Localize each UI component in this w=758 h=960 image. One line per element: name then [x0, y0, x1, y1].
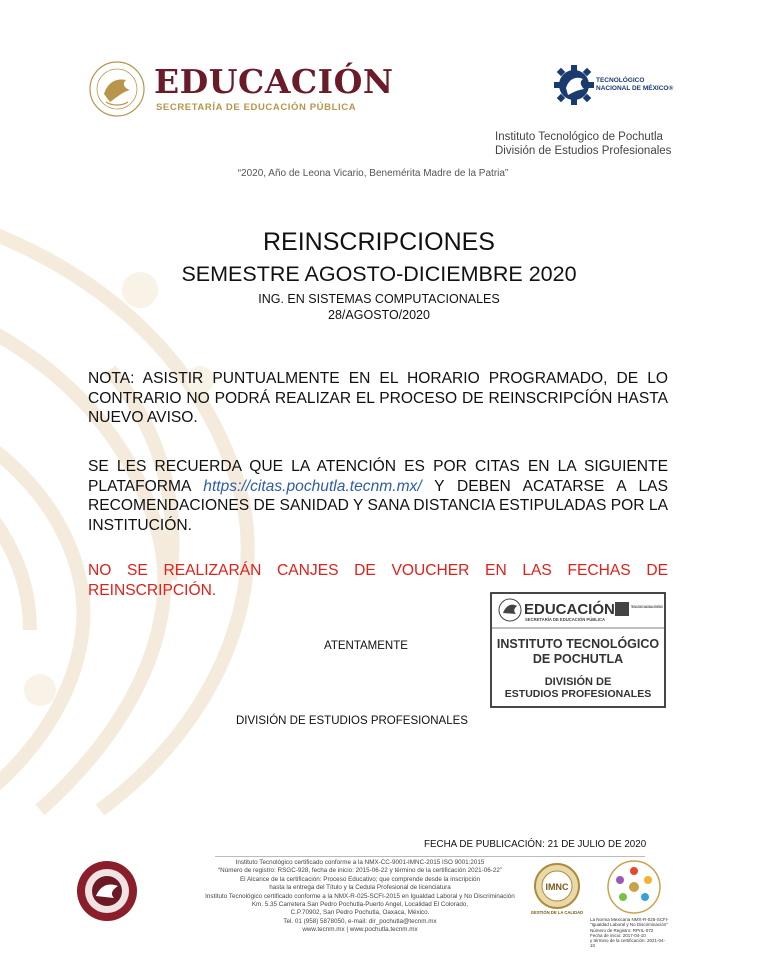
footer-line: Instituto Tecnológico certificado conforme a la NMX-CC-9001-IMNC-2015 ISO 9001:2015 — [235, 859, 485, 866]
sep-subtitle: SECRETARÍA DE EDUCACIÓN PÚBLICA — [156, 102, 357, 113]
footer-line: Instituto Tecnológico certificado conforme a la NMX-R-025-SCFI-2015 en Igualdad Laboral y No Discriminación — [205, 892, 515, 900]
stamp-line-2: DE POCHUTLA — [532, 652, 624, 666]
tecnm-gear-logo-icon — [553, 64, 595, 106]
cert-line: La Norma Mexicana NMX-R-025-SCFI- — [590, 917, 669, 922]
stamp-line-1: INSTITUTO TECNOLÓGICO — [496, 637, 660, 651]
footer-line: www.tecnm.mx | www.pochutla.tecnm.mx — [302, 926, 418, 934]
tecnm-line-1: TECNOLÓGICO — [596, 77, 645, 84]
publication-date: FECHA DE PUBLICACIÓN: 21 DE JULIO DE 2020 — [424, 839, 647, 850]
footer-line: hasta la entrega del Título y la Cedula Profesional de licenciatura — [269, 884, 451, 892]
note-paragraph: NOTA: ASISTIR PUNTUALMENTE EN EL HORARIO PROGRAMADO, DE LO CONTRARIO NO PODRÁ REALIZAR EL PROCESO DE REINSCRIPCÍÓN HASTA NUEVO AVISO. — [88, 370, 668, 426]
event-date: 28/AGOSTO/2020 — [328, 308, 430, 322]
closing-greeting: ATENTAMENTE — [324, 640, 408, 652]
voucher-warning: NO SE REALIZARÁN CANJES DE VOUCHER EN LAS FECHAS DE REINSCRIPCIÓN. — [88, 562, 668, 599]
imnc-quality-seal-icon — [530, 862, 584, 918]
page-title: REINSCRIPCIONES — [263, 228, 495, 256]
footer-line: “Número de registro: RSGC-928, fecha de inicio: 2015-06-22 y término de la certificación 2021-06-22” — [218, 867, 502, 875]
stamp-header: EDUCACIÓN — [524, 601, 615, 618]
equality-cert-text — [590, 917, 670, 949]
footer-line: C.P.70902, San Pedro Pochutla, Oaxaca, México. — [290, 909, 430, 917]
cert-line: "Igualdad Laboral y No Discriminación" — [590, 922, 668, 928]
signature-division: DIVISIÓN DE ESTUDIOS PROFESIONALES — [236, 715, 468, 727]
appointments-link[interactable]: https://citas.pochutla.tecnm.mx/ — [203, 477, 422, 495]
official-stamp — [488, 590, 668, 710]
footer-certifications — [120, 859, 600, 935]
footer-line: Km. 5.35 Carretera San Pedro Pochutla-Puerto Angel, Localidad El Colorado, — [251, 901, 469, 909]
footer-line: El Alcance de la certificación: Proceso Educativo; que comprende desde la inscripción — [239, 875, 481, 883]
cert-line: y término de la certificación: 2021-04-10 — [590, 938, 666, 949]
tecnm-wordmark — [596, 77, 673, 93]
cert-line: Fecha de inicio: 2017-04-10 — [590, 932, 646, 938]
reminder-paragraph — [88, 457, 668, 535]
footer-line: Tel. 01 (958) 5878050, e-mail: dir_pochutla@tecnm.mx — [283, 917, 437, 925]
stamp-line-4: ESTUDIOS PROFESIONALES — [504, 688, 652, 700]
reminder-text-end: Y DEBEN ACATARSE A LAS RECOMENDACIONES DE SANIDAD Y SANA DISTANCIA ESTIPULADAS POR LA INSTITUCIÓN. — [88, 477, 668, 534]
cert-line: Número de Registro: RPrIL-072 — [590, 927, 654, 933]
stamp-header-sub: SECRETARÍA DE EDUCACIÓN PÚBLICA — [525, 617, 606, 622]
division-name: División de Estudios Profesionales — [495, 145, 672, 157]
equality-seal-icon — [605, 858, 663, 916]
stamp-line-3: DIVISIÓN DE — [544, 676, 612, 688]
year-motto-text: “2020, Año de Leona Vicario, Benemérita Madre de la Patria” — [237, 168, 509, 179]
sep-title: EDUCACIÓN — [154, 62, 394, 101]
svg-text:IMNC: IMNC — [545, 882, 569, 892]
stamp-tecnm: TECNOLÓGICO NACIONAL DE MÉXICO — [631, 604, 663, 609]
coat-of-arms-logo-icon — [82, 60, 152, 118]
tecnm-line-2: NACIONAL DE MÉXICO® — [596, 85, 674, 92]
semester-title: SEMESTRE AGOSTO-DICIEMBRE 2020 — [181, 262, 577, 286]
footer-divider — [215, 856, 645, 857]
program-name: ING. EN SISTEMAS COMPUTACIONALES — [258, 292, 500, 306]
institute-name: Instituto Tecnológico de Pochutla — [495, 131, 663, 143]
year-motto — [0, 168, 742, 179]
reminder-text-start: SE LES RECUERDA QUE LA ATENCIÓN ES POR CITAS EN LA SIGUIENTE PLATAFORMA — [88, 458, 668, 495]
gestion-label: GESTIÓN DE LA CALIDAD — [530, 910, 584, 915]
